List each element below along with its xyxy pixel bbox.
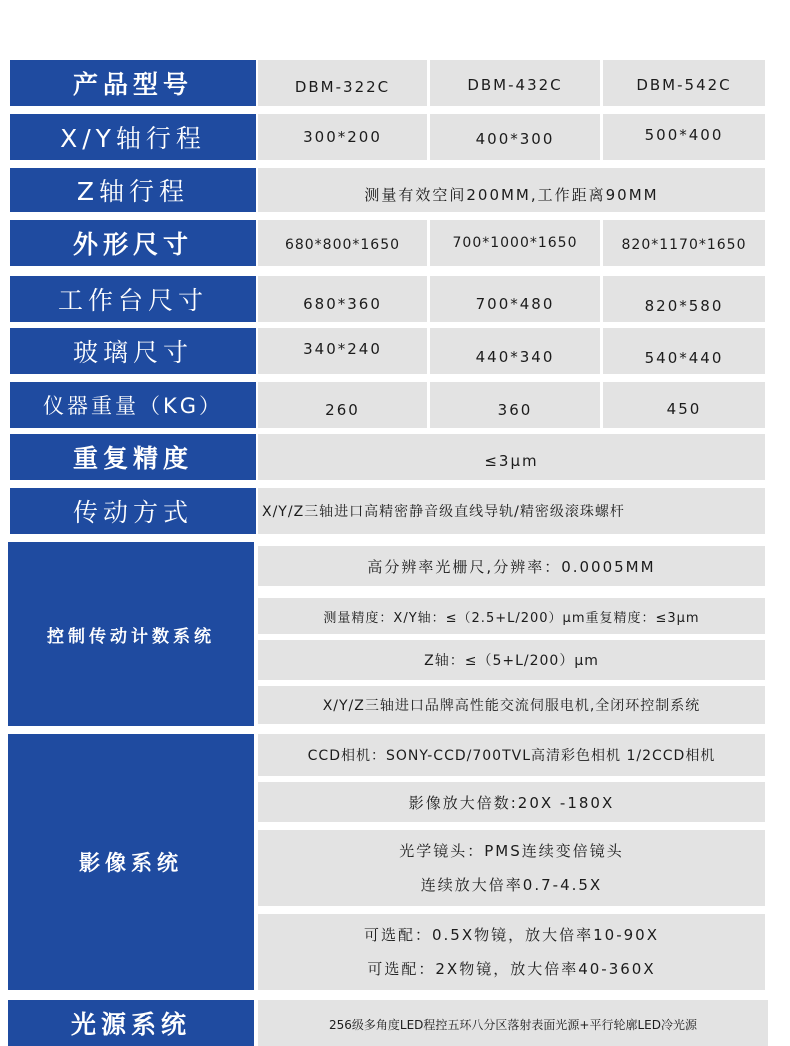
control-line-grating: 高分辨率光栅尺,分辨率：0.0005MM — [258, 546, 765, 586]
table-value-2: 700*480 — [430, 276, 600, 322]
imaging-zoom: 影像放大倍数:20X -180X — [258, 782, 765, 822]
label-model: 产品型号 — [10, 60, 256, 106]
label-weight: 仪器重量（KG） — [10, 382, 256, 428]
weight-value-1: 260 — [258, 382, 427, 428]
model-value-2: DBM-432C — [430, 60, 600, 106]
glass-value-2: 440*340 — [430, 328, 600, 374]
imaging-camera: CCD相机：SONY-CCD/700TVL高清彩色相机 1/2CCD相机 — [258, 734, 765, 776]
imaging-lens — [258, 830, 765, 906]
label-z-travel: Z轴行程 — [10, 168, 256, 212]
imaging-option-line-2: 可选配：2X物镜，放大倍率40-360X — [367, 960, 656, 978]
imaging-lens-line-1: 光学镜头：PMS连续变倍镜头 — [399, 842, 624, 860]
control-line-servo: X/Y/Z三轴进口品牌高性能交流伺服电机,全闭环控制系统 — [258, 686, 765, 724]
control-line-accuracy: 测量精度：X/Y轴：≤（2.5+L/200）μm重复精度：≤3μm — [258, 598, 765, 634]
xy-travel-value-2: 400*300 — [430, 114, 600, 160]
glass-value-1: 340*240 — [258, 328, 427, 374]
xy-travel-value-3: 500*400 — [603, 114, 765, 160]
glass-value-3: 540*440 — [603, 328, 765, 374]
control-line-z-accuracy: Z轴：≤（5+L/200）μm — [258, 640, 765, 680]
model-value-3: DBM-542C — [603, 60, 765, 106]
label-control-system: 控制传动计数系统 — [8, 542, 254, 726]
z-travel-value: 测量有效空间200MM,工作距离90MM — [258, 168, 765, 212]
light-system-value: 256级多角度LED程控五环八分区落射表面光源+平行轮廓LED冷光源 — [258, 1000, 768, 1046]
label-table: 工作台尺寸 — [10, 276, 256, 322]
label-repeatability: 重复精度 — [10, 434, 256, 480]
label-imaging-system: 影像系统 — [8, 734, 254, 990]
label-xy-travel: X/Y轴行程 — [10, 114, 256, 160]
label-drive: 传动方式 — [10, 488, 256, 534]
label-light-system: 光源系统 — [8, 1000, 254, 1046]
imaging-option-line-1: 可选配：0.5X物镜，放大倍率10-90X — [364, 926, 659, 944]
model-value-1: DBM-322C — [258, 60, 427, 106]
weight-value-2: 360 — [430, 382, 600, 428]
drive-value: X/Y/Z三轴进口高精密静音级直线导轨/精密级滚珠螺杆 — [258, 488, 765, 534]
imaging-lens-line-2: 连续放大倍率0.7-4.5X — [420, 876, 603, 894]
label-dimensions: 外形尺寸 — [10, 220, 256, 266]
dimensions-value-3: 820*1170*1650 — [603, 220, 765, 266]
table-value-1: 680*360 — [258, 276, 427, 322]
xy-travel-value-1: 300*200 — [258, 114, 427, 160]
repeatability-value: ≤3μm — [258, 434, 765, 480]
imaging-options — [258, 914, 765, 990]
label-glass: 玻璃尺寸 — [10, 328, 256, 374]
dimensions-value-1: 680*800*1650 — [258, 220, 427, 266]
weight-value-3: 450 — [603, 382, 765, 428]
dimensions-value-2: 700*1000*1650 — [430, 220, 600, 266]
table-value-3: 820*580 — [603, 276, 765, 322]
